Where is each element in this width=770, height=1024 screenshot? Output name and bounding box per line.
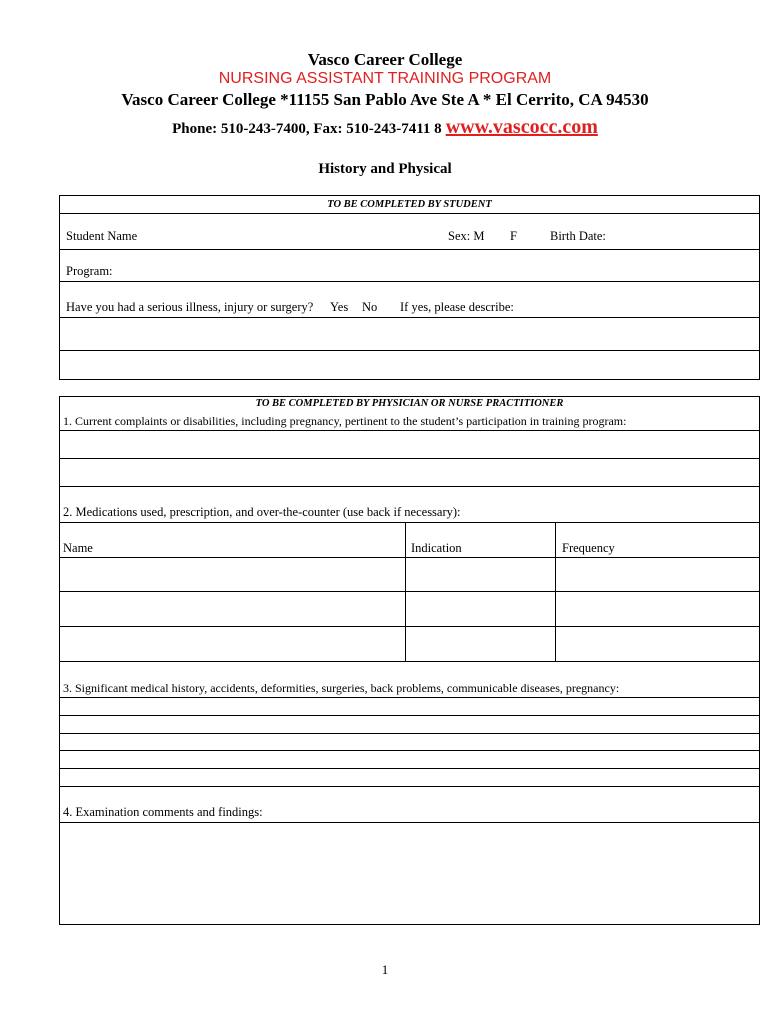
- divider: [60, 317, 759, 318]
- question-2: 2. Medications used, prescription, and over-the-counter (use back if necessary):: [63, 505, 461, 519]
- divider: [60, 733, 759, 734]
- divider: [60, 697, 759, 698]
- question-4: 4. Examination comments and findings:: [63, 805, 263, 819]
- divider: [60, 626, 759, 627]
- divider: [60, 458, 759, 459]
- divider: [60, 715, 759, 716]
- divider: [60, 350, 759, 351]
- contact-line: [0, 116, 770, 139]
- sex-label[interactable]: Sex: M: [448, 229, 485, 243]
- med-column-frequency: Frequency: [562, 541, 615, 555]
- column-divider: [555, 522, 556, 661]
- sex-f-option[interactable]: F: [510, 229, 517, 243]
- program-name: NURSING ASSISTANT TRAINING PROGRAM: [218, 70, 552, 87]
- divider: [60, 486, 759, 487]
- phone-fax: Phone: 510-243-7400, Fax: 510-243-7411 8: [172, 121, 442, 137]
- med-column-indication: Indication: [411, 541, 462, 555]
- illness-question: Have you had a serious illness, injury or surgery?: [66, 300, 314, 314]
- illness-yes-option[interactable]: Yes: [330, 300, 349, 314]
- page-number: 1: [381, 962, 389, 977]
- divider: [60, 750, 759, 751]
- document-title: History and Physical: [318, 161, 452, 177]
- physician-section-banner: TO BE COMPLETED BY PHYSICIAN OR NURSE PRACTITIONER: [255, 398, 564, 409]
- divider: [60, 281, 759, 282]
- website-link[interactable]: www.vascocc.com: [445, 116, 598, 138]
- illness-no-option[interactable]: No: [362, 300, 378, 314]
- divider: [60, 768, 759, 769]
- divider: [60, 213, 759, 214]
- question-1: 1. Current complaints or disabilities, including pregnancy, pertinent to the student’s participation in training program:: [63, 414, 627, 428]
- student-section: [59, 195, 760, 380]
- birth-date-label: Birth Date:: [550, 229, 606, 243]
- program-label: Program:: [66, 264, 113, 278]
- college-name: Vasco Career College: [307, 50, 463, 69]
- divider: [60, 522, 759, 523]
- divider: [60, 430, 759, 431]
- divider: [60, 591, 759, 592]
- college-address: Vasco Career College *11155 San Pablo Ave Ste A * El Cerrito, CA 94530: [121, 90, 649, 109]
- divider: [60, 822, 759, 823]
- student-section-banner: TO BE COMPLETED BY STUDENT: [327, 199, 492, 210]
- divider: [60, 557, 759, 558]
- column-divider: [405, 522, 406, 661]
- student-name-label: Student Name: [66, 229, 138, 243]
- divider: [60, 661, 759, 662]
- describe-label: If yes, please describe:: [400, 300, 514, 314]
- physician-section: [59, 396, 760, 925]
- med-column-name: Name: [63, 541, 93, 555]
- divider: [60, 249, 759, 250]
- question-3: 3. Significant medical history, accidents, deformities, surgeries, back problems, communicable diseases, pregnancy:: [63, 681, 620, 695]
- divider: [60, 786, 759, 787]
